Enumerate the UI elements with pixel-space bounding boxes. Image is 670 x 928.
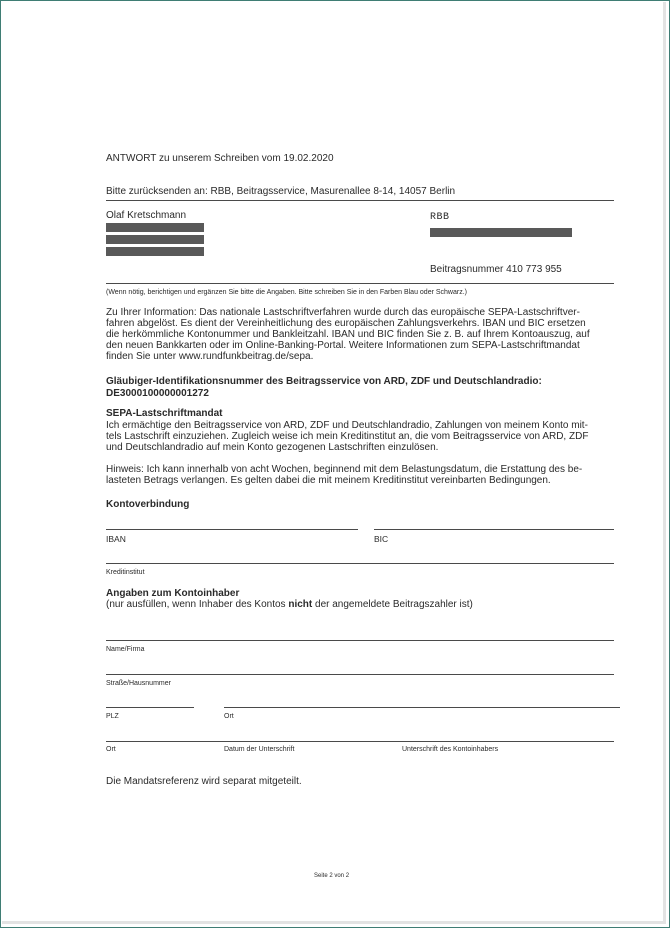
holder-subtitle: (nur ausfüllen, wenn Inhaber des Kontos nicht der angemeldete Beitragszahler ist)	[106, 599, 473, 610]
info-line: den neuen Bankkarten oder im Online-Banking-Portal. Weitere Informationen zum SEPA-Lastschriftmandat	[106, 340, 580, 351]
hint-paragraph	[106, 464, 582, 486]
name-field[interactable]	[106, 640, 614, 641]
bank-field[interactable]	[106, 563, 614, 564]
mandate-reference-note: Die Mandatsreferenz wird separat mitgeteilt.	[106, 776, 302, 787]
mandate-paragraph	[106, 420, 588, 453]
info-paragraph	[106, 307, 590, 362]
hint-line: lasteten Betrags verlangen. Es gelten dabei die mit meinem Kreditinstitut vereinbarten Bedingungen.	[106, 475, 551, 486]
name-label: Name/Firma	[106, 646, 145, 653]
street-label: Straße/Hausnummer	[106, 680, 171, 687]
answer-line: ANTWORT zu unserem Schreiben vom 19.02.2020	[106, 153, 334, 164]
bank-label: Kreditinstitut	[106, 569, 145, 576]
sender-name: Olaf Kretschmann	[106, 210, 187, 221]
hint-line: Hinweis: Ich kann innerhalb von acht Wochen, beginnend mit dem Belastungsdatum, die Erstattung des be-	[106, 464, 583, 475]
mandate-title: SEPA-Lastschriftmandat	[106, 408, 223, 419]
redacted-address-line-2	[106, 235, 204, 244]
holder-title: Angaben zum Kontoinhaber	[106, 588, 240, 599]
mandate-line: und Deutschlandradio auf mein Konto gezogenen Lastschriften einzulösen.	[106, 442, 439, 453]
date-label: Datum der Unterschrift	[224, 746, 295, 753]
signature-field[interactable]	[106, 741, 614, 742]
bic-label: BIC	[374, 534, 389, 544]
contribution-number: Beitragsnummer 410 773 955	[430, 264, 562, 275]
street-field[interactable]	[106, 674, 614, 675]
zip-label: PLZ	[106, 713, 119, 720]
city-label: Ort	[224, 713, 234, 720]
document-page	[2, 2, 666, 924]
creditor-id: DE3000100000001272	[106, 388, 209, 399]
redacted-recipient-line	[430, 228, 572, 237]
signature-label: Unterschrift des Kontoinhabers	[402, 746, 499, 753]
iban-label: IBAN	[106, 534, 126, 544]
city-field[interactable]	[224, 707, 620, 708]
page-number: Seite 2 von 2	[314, 873, 350, 879]
zip-field[interactable]	[106, 707, 194, 708]
iban-field[interactable]	[106, 529, 358, 530]
account-title: Kontoverbindung	[106, 499, 190, 510]
recipient-name: RBB	[430, 212, 450, 223]
mandate-line: tels Lastschrift einzuziehen. Zugleich weise ich mein Kreditinstitut an, die vom Beitragsservice von ARD, ZDF	[106, 431, 589, 442]
address-rule	[106, 283, 614, 284]
creditor-label: Gläubiger-Identifikationsnummer des Beitragsservice von ARD, ZDF und Deutschlandradio:	[106, 376, 542, 387]
mandate-line: Ich ermächtige den Beitragsservice von ARD, ZDF und Deutschlandradio, Zahlungen von meinem Konto mit-	[106, 420, 588, 431]
return-address: Bitte zurücksenden an: RBB, Beitragsservice, Masurenallee 8-14, 14057 Berlin	[106, 186, 456, 197]
place-label: Ort	[106, 746, 116, 753]
info-line: Zu Ihrer Information: Das nationale Lastschriftverfahren wurde durch das europäische SEPA-Lastschriftver-	[106, 307, 580, 318]
header-rule	[106, 200, 614, 201]
bic-field[interactable]	[374, 529, 614, 530]
redacted-address-line-3	[106, 247, 204, 256]
redacted-address-line-1	[106, 223, 204, 232]
info-line: die herkömmliche Kontonummer und Bankleitzahl. IBAN und BIC finden Sie z. B. auf Ihrem Kontoauszug, auf	[106, 329, 590, 340]
info-line: finden Sie unter www.rundfunkbeitrag.de/sepa.	[106, 351, 314, 362]
info-line: fahren abgelöst. Es dient der Vereinheitlichung des europäischen Zahlungsverkehrs. IBAN und BIC ersetzen	[106, 318, 586, 329]
correction-notice: (Wenn nötig, berichtigen und ergänzen Sie bitte die Angaben. Bitte schreiben Sie in den Farben Blau oder Schwarz.)	[106, 289, 467, 296]
